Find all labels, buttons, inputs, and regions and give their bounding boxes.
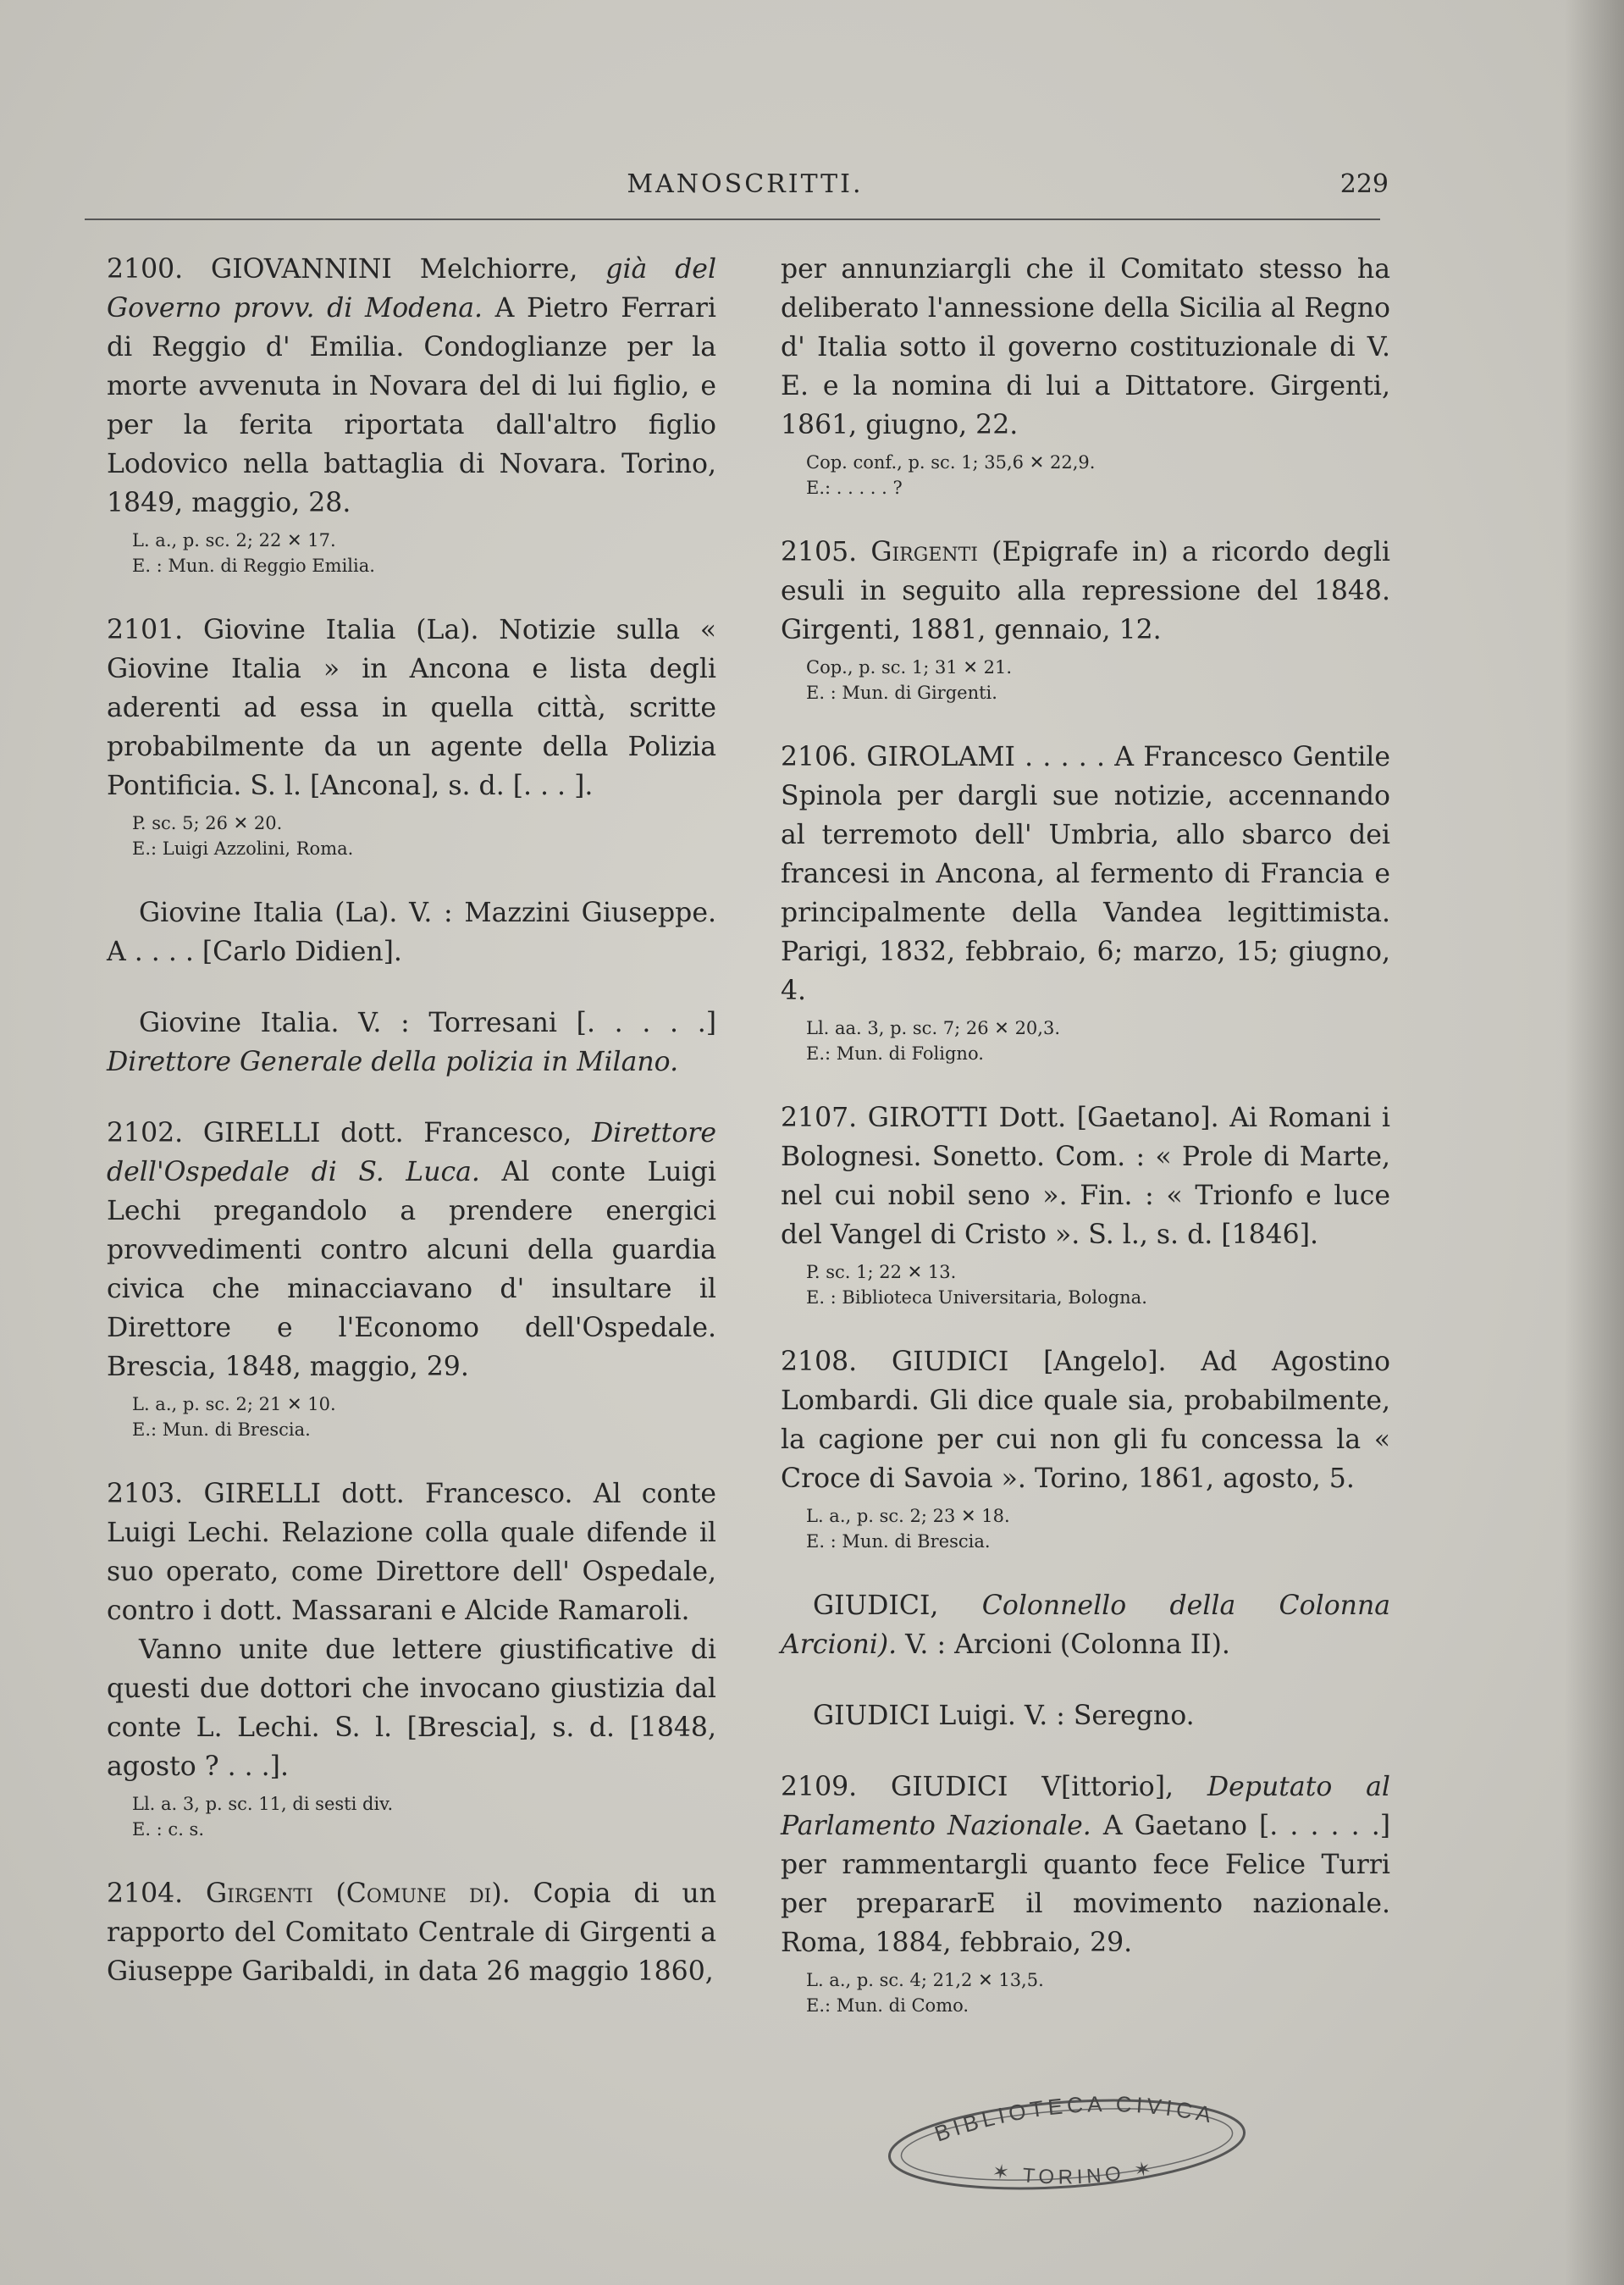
entry-notes	[132, 1391, 716, 1442]
cross-reference	[781, 1586, 1390, 1664]
cross-reference-text: GIUDICI,	[813, 1591, 939, 1621]
entry-text: Al conte Luigi Lechi pregandolo a prendere energici provvedimenti contro alcuni della guardia civica che minacciavano d' insultare il Direttore e l'Economo dell'Ospedale. Brescia, 1848, maggio, 29.	[107, 1157, 716, 1382]
entry-notes	[132, 528, 716, 578]
entry-name: Girgenti	[870, 537, 978, 567]
entry-text: A Francesco Gentile Spinola per dargli sue notizie, accennando al terremoto dell' Umbria, allo sbarco dei francesi in Ancona, al fermento di Francia e principalmente della Vandea legittimista. Parigi, 1832, febbraio, 6; marzo, 15; giugno, 4.	[781, 742, 1391, 1006]
cross-reference	[107, 1004, 716, 1082]
stamp-bottom-text: ✶ TORINO ✶	[991, 2156, 1157, 2189]
entry-notes	[132, 1791, 716, 1842]
library-stamp	[881, 2092, 1253, 2194]
page-number: 229	[1340, 169, 1389, 199]
entry-note: E.: Mun. di Brescia.	[132, 1419, 311, 1440]
entry-note: E.: . . . . . ?	[806, 478, 903, 498]
catalog-entry	[781, 533, 1390, 705]
catalog-entry-continued	[781, 250, 1390, 501]
entry-number: 2109.	[781, 1772, 858, 1802]
entry-note: E. : c. s.	[132, 1819, 204, 1840]
entry-number: 2105.	[781, 537, 858, 567]
entry-name: GIROLAMI . . . . .	[866, 742, 1106, 772]
entry-name: GIUDICI [Angelo].	[891, 1347, 1167, 1377]
entry-number: 2101.	[107, 615, 184, 645]
entry-name: Giovine Italia (La).	[202, 615, 479, 645]
entry-note: P. sc. 5; 26 ✕ 20.	[132, 813, 283, 833]
entry-title-italic: Direttore dell'Ospedale di S. Luca.	[107, 1118, 716, 1187]
entry-name: GIRELLI dott. Francesco.	[203, 1479, 573, 1509]
entry-note: Cop. conf., p. sc. 1; 35,6 ✕ 22,9.	[806, 452, 1096, 473]
right-column	[781, 250, 1390, 2050]
entry-note: E.: Mun. di Como.	[806, 1995, 969, 2016]
catalog-entry	[781, 1768, 1390, 2018]
entry-notes	[806, 1503, 1390, 1554]
entry-notes	[806, 1015, 1390, 1066]
cross-reference-italic: Direttore Generale della polizia in Milano.	[107, 1047, 679, 1077]
cross-reference-text: Giovine Italia (La). V. : Mazzini Giuseppe. A . . . . [Carlo Didien].	[107, 898, 716, 967]
cross-reference-italic: Colonnello della Colonna Arcioni).	[781, 1591, 1391, 1660]
entry-text: (Epigrafe in) a ricordo degli esuli in seguito alla repressione del 1848. Girgenti, 1881, gennaio, 12.	[781, 537, 1390, 645]
entry-notes	[806, 450, 1390, 501]
entry-notes	[806, 1259, 1390, 1310]
entry-note: L. a., p. sc. 2; 21 ✕ 10.	[132, 1394, 336, 1414]
entry-note: E. : Mun. di Reggio Emilia.	[132, 556, 375, 576]
catalog-entry	[107, 1874, 716, 1991]
header-rule	[85, 219, 1380, 220]
catalog-entry	[781, 738, 1390, 1066]
left-column	[107, 250, 716, 2023]
entry-note: L. a., p. sc. 4; 21,2 ✕ 13,5.	[806, 1970, 1044, 1990]
svg-text:BIBLIOTECA CIVICA	[931, 2092, 1218, 2147]
catalog-entry	[107, 1474, 716, 1842]
entry-note: E. : Biblioteca Universitaria, Bologna.	[806, 1287, 1147, 1308]
entry-number: 2107.	[781, 1103, 858, 1133]
cross-reference	[781, 1696, 1390, 1735]
entry-text: A Pietro Ferrari di Reggio d' Emilia. Condoglianze per la morte avvenuta in Novara del di lui figlio, e per la ferita riportata dall'altro figlio Lodovico nella battaglia di Novara. Torino, 1849, maggio, 28.	[107, 293, 717, 518]
entry-text: Al conte Luigi Lechi. Relazione colla quale difende il suo operato, come Direttore dell' Ospedale, contro i dott. Massarani e Alcide Ramaroli.	[107, 1479, 716, 1626]
entry-number: 2104.	[107, 1878, 184, 1909]
entry-number: 2102.	[107, 1118, 184, 1148]
entry-text: per annunziargli che il Comitato stesso ha deliberato l'annessione della Sicilia al Regno d' Italia sotto il governo costituzionale di V. E. e la nomina di lui a Dittatore. Girgenti, 1861, giugno, 22.	[781, 254, 1390, 440]
cross-reference	[107, 894, 716, 971]
catalog-entry	[107, 1114, 716, 1442]
entry-note: P. sc. 1; 22 ✕ 13.	[806, 1262, 957, 1282]
entry-text: Ad Agostino Lombardi. Gli dice quale sia, probabilmente, la cagione per cui non gli fu concessa la « Croce di Savoia ». Torino, 1861, agosto, 5.	[781, 1347, 1390, 1494]
entry-number: 2100.	[107, 254, 184, 285]
entry-name: GIOVANNINI Melchiorre,	[211, 254, 578, 285]
entry-note: Ll. a. 3, p. sc. 11, di sesti div.	[132, 1794, 394, 1814]
svg-text:✶ TORINO ✶	[991, 2156, 1157, 2188]
entry-title-italic: Deputato al Parlamento Nazionale.	[781, 1772, 1391, 1841]
entry-number: 2106.	[781, 742, 858, 772]
entry-note: L. a., p. sc. 2; 22 ✕ 17.	[132, 530, 336, 551]
running-header	[102, 169, 1389, 212]
catalog-entry	[107, 611, 716, 861]
entry-name: GIUDICI V[ittorio],	[891, 1772, 1174, 1802]
entry-name: Girgenti (Comune di).	[205, 1878, 511, 1909]
entry-title-italic: già del Governo provv. di Modena.	[107, 254, 717, 324]
entry-note: E. : Mun. di Brescia.	[806, 1531, 991, 1552]
entry-notes	[132, 811, 716, 861]
entry-note: E.: Luigi Azzolini, Roma.	[132, 838, 354, 859]
cross-reference-text: Giovine Italia. V. : Torresani [. . . . .]	[139, 1008, 716, 1038]
book-spine-shadow	[1565, 0, 1624, 2285]
running-title: MANOSCRITTI.	[627, 169, 864, 199]
cross-reference-text: GIUDICI Luigi. V. : Seregno.	[813, 1701, 1195, 1731]
entry-text: Ai Romani i Bolognesi. Sonetto. Com. : « Prole di Marte, nel cui nobil seno ». Fin. : « Trionfo e luce del Vangel di Cristo ». S. l., s. d. [1846].	[781, 1103, 1391, 1250]
entry-note: E. : Mun. di Girgenti.	[806, 683, 997, 703]
entry-continuation: Vanno unite due lettere giustificative di questi due dottori che invocano giustizia dal conte L. Lechi. S. l. [Brescia], s. d. [1848, agosto ? . . .].	[107, 1635, 716, 1782]
entry-note: Cop., p. sc. 1; 31 ✕ 21.	[806, 657, 1013, 678]
entry-name: GIRELLI dott. Francesco,	[202, 1118, 572, 1148]
entry-note: E.: Mun. di Foligno.	[806, 1043, 984, 1064]
entry-note: L. a., p. sc. 2; 23 ✕ 18.	[806, 1506, 1010, 1526]
cross-reference-text: V. : Arcioni (Colonna II).	[905, 1629, 1230, 1660]
entry-notes	[806, 1967, 1390, 2018]
entry-note: Ll. aa. 3, p. sc. 7; 26 ✕ 20,3.	[806, 1018, 1061, 1038]
catalog-entry	[781, 1098, 1390, 1310]
catalog-entry	[107, 250, 716, 578]
stamp-top-text: BIBLIOTECA CIVICA	[931, 2092, 1218, 2147]
catalog-entry	[781, 1342, 1390, 1554]
entry-text: Notizie sulla « Giovine Italia » in Ancona e lista degli aderenti ad essa in quella città, scritte probabilmente da un agente della Polizia Pontificia. S. l. [Ancona], s. d. [. . . ].	[107, 615, 716, 801]
entry-text: Copia di un rapporto del Comitato Centrale di Girgenti a Giuseppe Garibaldi, in data 26 maggio 1860,	[107, 1878, 716, 1987]
entry-number: 2108.	[781, 1347, 858, 1377]
entry-name: GIROTTI Dott. [Gaetano].	[867, 1103, 1219, 1133]
entry-number: 2103.	[107, 1479, 184, 1509]
entry-notes	[806, 655, 1390, 705]
entry-text: A Gaetano [. . . . . .] per rammentargli quanto fece Felice Turri per prepararE il movimento nazionale. Roma, 1884, febbraio, 29.	[781, 1811, 1390, 1958]
